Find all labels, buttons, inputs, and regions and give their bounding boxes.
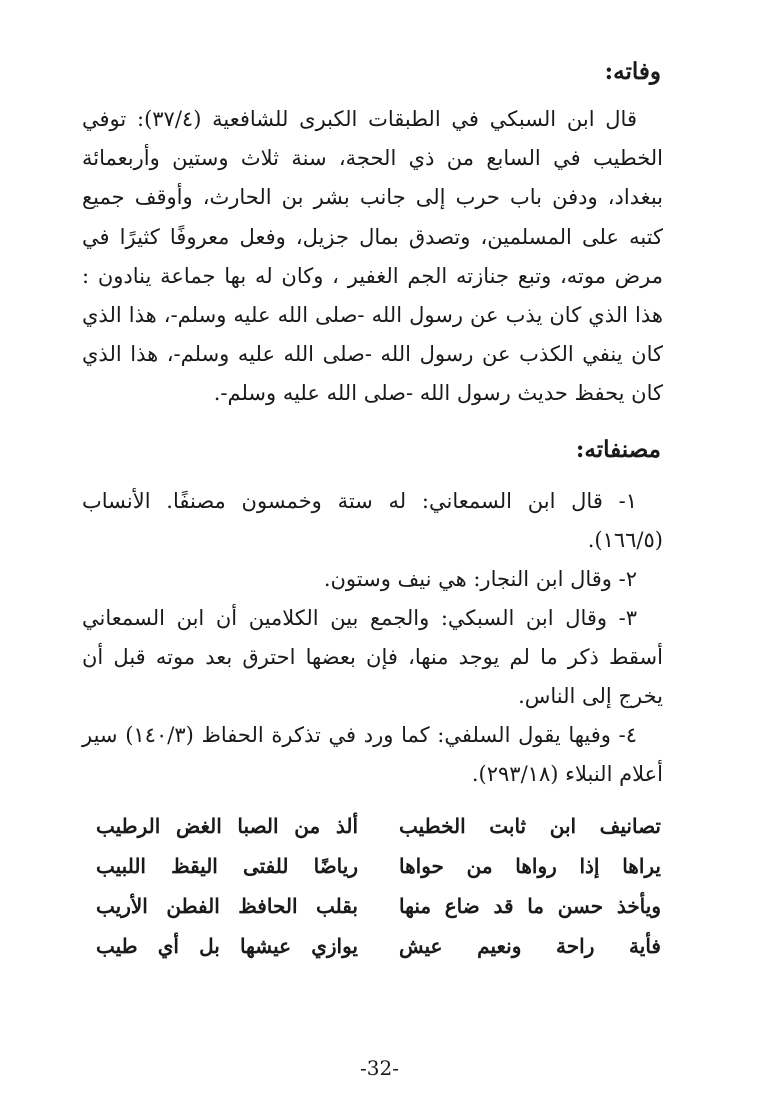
page-number: -32- xyxy=(360,1056,399,1080)
works-item-1: ١- قال ابن السمعاني: له ستة وخمسون مصنفًا. الأنساب (١٦٦/٥). xyxy=(82,489,663,552)
poem-verse xyxy=(96,806,661,846)
poem-second-hemistich: يوازي عيشها بل أي طيب xyxy=(96,934,358,958)
poem xyxy=(96,806,661,966)
works-heading: مصنفاته: xyxy=(575,436,661,463)
poem-first-hemistich: فأية راحة ونعيم عيش xyxy=(399,934,661,958)
poem-verse xyxy=(96,886,661,926)
poem-second-hemistich: رياضًا للفتى اليقظ اللبيب xyxy=(96,854,358,878)
death-heading: وفاته: xyxy=(604,58,661,85)
poem-second-hemistich: بقلب الحافظ الفطن الأريب xyxy=(96,894,358,918)
poem-first-hemistich: ويأخذ حسن ما قد ضاع منها xyxy=(399,894,661,918)
works-list xyxy=(82,482,663,794)
poem-first-hemistich: تصانيف ابن ثابت الخطيب xyxy=(399,814,661,838)
poem-verse xyxy=(96,926,661,966)
works-item-4: ٤- وفيها يقول السلفي: كما ورد في تذكرة الحفاظ (١٤٠/٣) سير أعلام النبلاء (٢٩٣/١٨). xyxy=(82,723,663,786)
poem-second-hemistich: ألذ من الصبا الغض الرطيب xyxy=(96,814,358,838)
poem-first-hemistich: يراها إذا رواها من حواها xyxy=(399,854,661,878)
death-paragraph: قال ابن السبكي في الطبقات الكبرى للشافعية (٣٧/٤): توفي الخطيب في السابع من ذي الحجة، سنة ثلاث وستين وأربعمائة ببغداد، ودفن باب حرب إلى جانب بشر بن الحارث، وأوقف جميع كتبه على المسلمين، وتصدق بمال جزيل، وفعل معروفًا كثيرًا في مرض موته، وتبع جنازته الجم الغفير ، وكان له بها جماعة ينادون : هذا الذي كان يذب عن رسول الله -صلى الله عليه وسلم-، هذا الذي كان ينفي الكذب عن رسول الله -صلى الله عليه وسلم-، هذا الذي كان يحفظ حديث رسول الله -صلى الله عليه وسلم-. xyxy=(82,107,663,406)
death-paragraph-block xyxy=(82,100,663,414)
works-item-3: ٣- وقال ابن السبكي: والجمع بين الكلامين أن ابن السمعاني أسقط ذكر ما لم يوجد منها، فإن بعضها احترق بعد موته قبل أن يخرج إلى الناس. xyxy=(82,606,663,708)
works-item-2: ٢- وقال ابن النجار: هي نيف وستون. xyxy=(323,567,637,591)
poem-verse xyxy=(96,846,661,886)
